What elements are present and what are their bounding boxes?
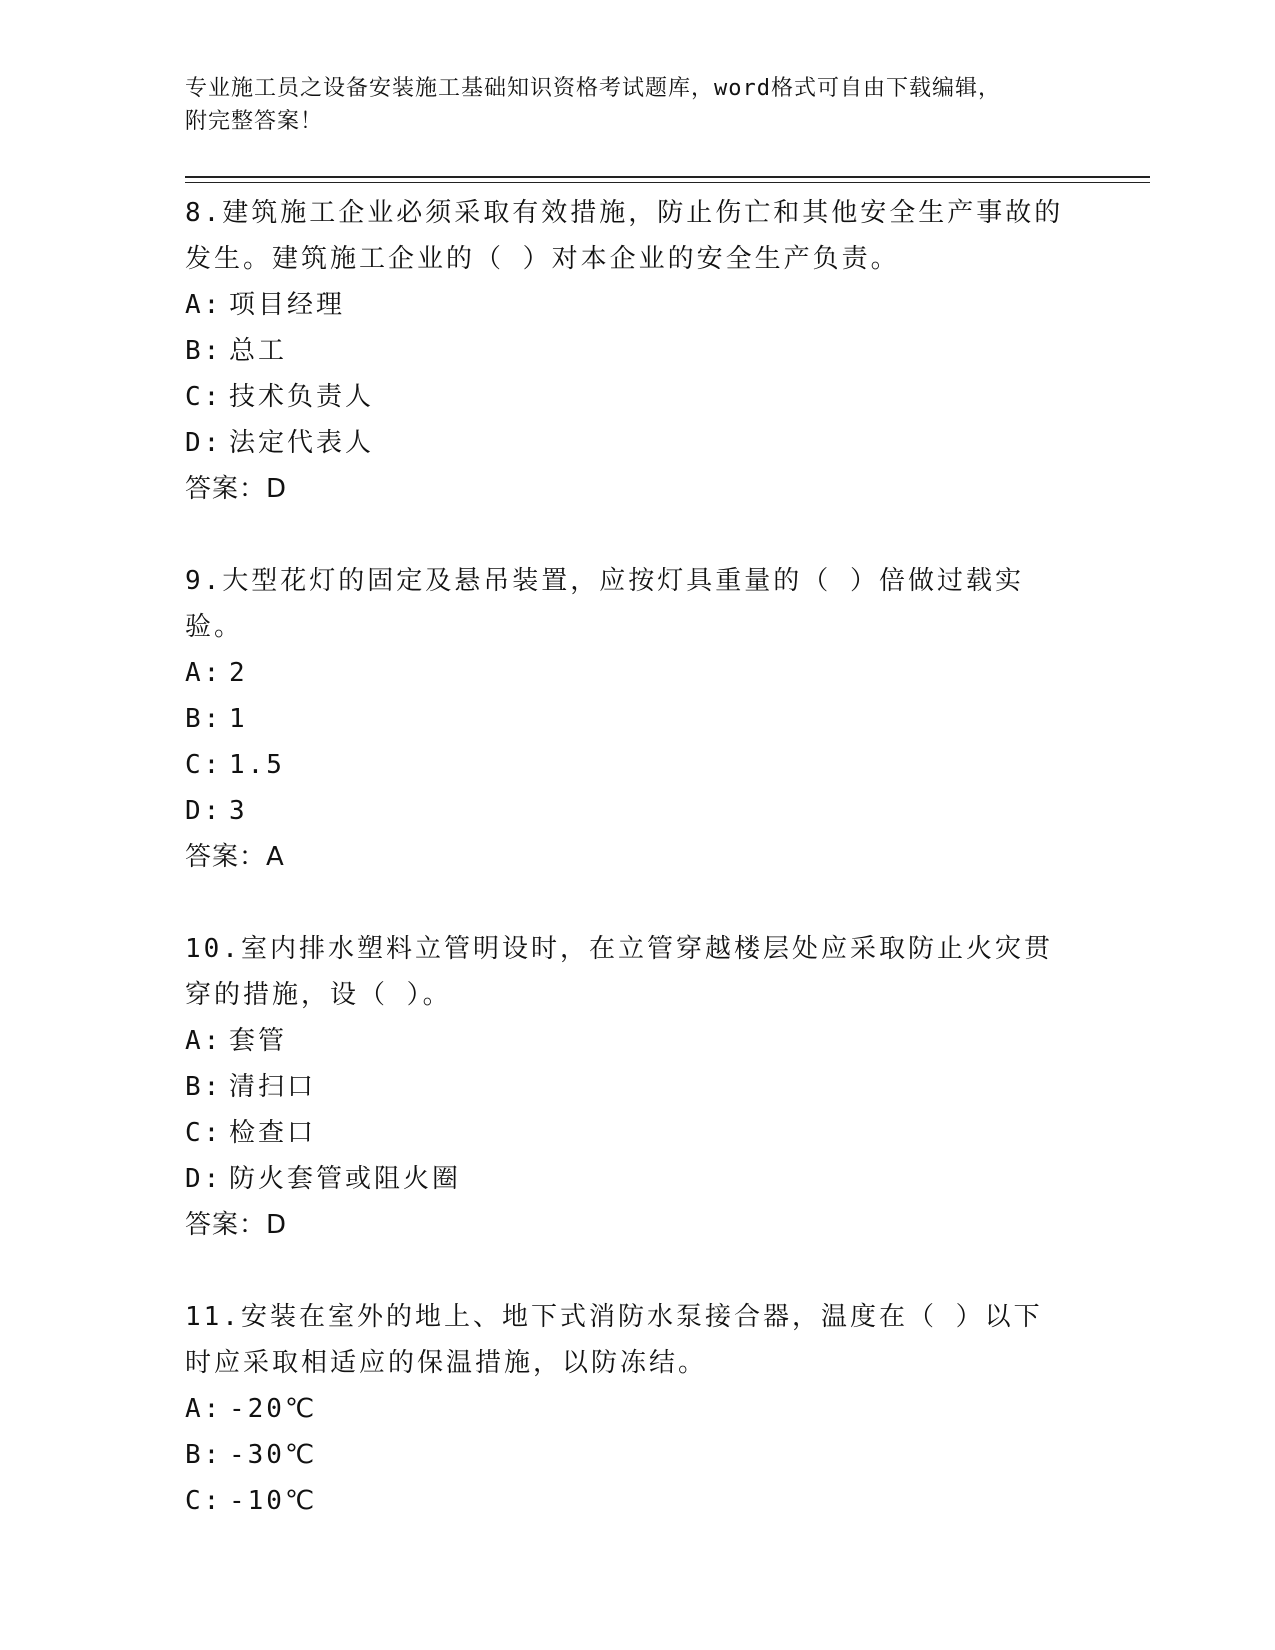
answer: 答案：D [185,1210,288,1240]
option-b [185,696,1065,742]
option-letter: A: [185,658,223,688]
option-c [185,374,1065,420]
option-text: -20℃ [229,1394,318,1424]
option-letter: D: [185,796,223,826]
option-text: 3 [229,796,248,826]
option-c [185,1110,1065,1156]
question-10 [185,926,1065,1248]
option-letter: B: [185,1440,223,1470]
option-text: -10℃ [229,1486,318,1516]
document-header [185,72,1065,138]
option-letter: A: [185,290,223,320]
option-letter: C: [185,1486,223,1516]
option-b [185,328,1065,374]
option-letter: A: [185,1026,223,1056]
header-line-1: 专业施工员之设备安装施工基础知识资格考试题库，word格式可自由下载编辑， [185,76,1001,101]
option-d [185,1156,1065,1202]
option-a [185,650,1065,696]
option-d [185,788,1065,834]
option-letter: B: [185,704,223,734]
answer: 答案：D [185,474,288,504]
option-a [185,1018,1065,1064]
option-text: 1.5 [229,750,285,780]
option-a [185,1386,1065,1432]
header-divider-thin [185,182,1150,183]
question-text: 8.建筑施工企业必须采取有效措施，防止伤亡和其他安全生产事故的发生。建筑施工企业的（ ）对本企业的安全生产负责。 [185,198,1064,274]
option-text: 1 [229,704,248,734]
option-text: 检查口 [229,1118,317,1148]
option-b [185,1064,1065,1110]
question-text: 10.室内排水塑料立管明设时，在立管穿越楼层处应采取防止火灾贯穿的措施，设（ ）。 [185,934,1053,1010]
question-11 [185,1294,1065,1524]
option-letter: B: [185,1072,223,1102]
option-c [185,742,1065,788]
option-letter: A: [185,1394,223,1424]
option-text: 法定代表人 [229,428,375,458]
option-text: 项目经理 [229,290,346,320]
option-text: -30℃ [229,1440,318,1470]
option-text: 防火套管或阻火圈 [229,1164,462,1194]
option-letter: D: [185,1164,223,1194]
header-line-2: 附完整答案！ [185,109,324,134]
question-text: 9.大型花灯的固定及悬吊装置，应按灯具重量的（ ）倍做过载实验。 [185,566,1024,642]
option-b [185,1432,1065,1478]
question-8 [185,190,1065,512]
option-text: 清扫口 [229,1072,317,1102]
option-text: 2 [229,658,248,688]
option-letter: C: [185,382,223,412]
option-text: 总工 [229,336,288,366]
option-text: 技术负责人 [229,382,375,412]
option-letter: C: [185,1118,223,1148]
option-letter: D: [185,428,223,458]
question-9 [185,558,1065,880]
option-letter: C: [185,750,223,780]
option-text: 套管 [229,1026,288,1056]
option-letter: B: [185,336,223,366]
option-a [185,282,1065,328]
header-divider-thick [185,176,1150,178]
answer: 答案：A [185,842,285,872]
option-d [185,420,1065,466]
option-c [185,1478,1065,1524]
question-text: 11.安装在室外的地上、地下式消防水泵接合器，温度在（ ）以下时应采取相适应的保温措施，以防冻结。 [185,1302,1043,1378]
question-list [185,190,1065,1570]
